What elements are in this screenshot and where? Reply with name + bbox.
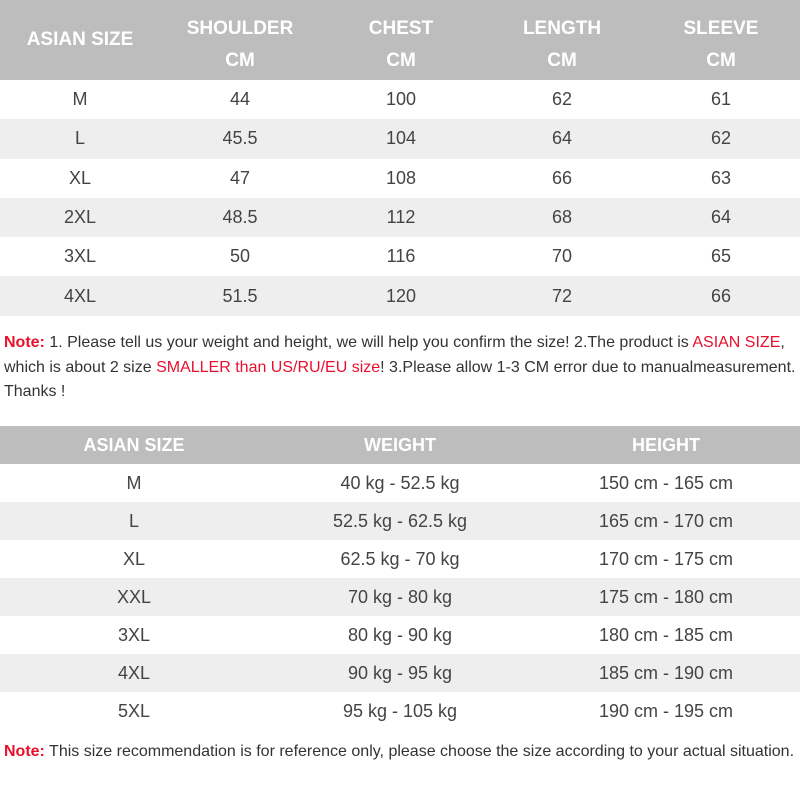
header-sleeve: SLEEVE: [642, 0, 800, 42]
table-row: [0, 464, 800, 502]
cell-length: 66: [551, 167, 573, 188]
table-row: [0, 654, 800, 692]
note-text-part1: 1. Please tell us your weight and height, we will help you confirm the size! 2.The product is: [44, 334, 693, 351]
note-text-part3: ! 3.Please allow 1-3 CM error due to manualmeasurement. Thanks !: [4, 358, 796, 400]
cell-height: 165 cm - 170 cm: [532, 502, 800, 540]
size-measurement-table: [0, 0, 800, 316]
cell-chest: 116: [386, 246, 416, 267]
header-length: LENGTH: [482, 0, 642, 42]
cell-size: 5XL: [117, 700, 151, 721]
header-asian-size: ASIAN SIZE: [0, 426, 268, 464]
cell-shoulder: 51.5: [160, 276, 320, 315]
header-length-unit: CM: [482, 42, 642, 80]
cell-weight: 90 kg - 95 kg: [268, 654, 532, 692]
cell-sleeve: 66: [642, 276, 800, 315]
cell-length: 72: [482, 276, 642, 315]
weight-height-table: [0, 426, 800, 730]
note-asian-size: ASIAN SIZE: [692, 334, 781, 351]
cell-chest: 104: [320, 119, 482, 158]
cell-size: M: [72, 89, 88, 110]
table-row: [0, 159, 800, 198]
header-height: HEIGHT: [532, 426, 800, 464]
cell-size: L: [0, 502, 268, 540]
table-row: [0, 237, 800, 276]
header-shoulder: SHOULDER: [160, 0, 320, 42]
header-sleeve-unit: CM: [642, 42, 800, 80]
cell-size: XXL: [0, 578, 268, 616]
cell-height: 180 cm - 185 cm: [598, 624, 734, 645]
table-row: [0, 540, 800, 578]
cell-size: XL: [68, 167, 92, 188]
header-shoulder-unit: CM: [160, 42, 320, 80]
cell-weight: 52.5 kg - 62.5 kg: [268, 502, 532, 540]
cell-length: 68: [482, 198, 642, 237]
cell-size: 4XL: [0, 276, 160, 315]
cell-chest: 108: [385, 167, 417, 188]
cell-size: XL: [122, 548, 146, 569]
cell-sleeve: 65: [710, 246, 732, 267]
cell-length: 64: [482, 119, 642, 158]
cell-height: 170 cm - 175 cm: [598, 548, 734, 569]
size-note: [4, 331, 796, 405]
table-row: [0, 119, 800, 158]
note-smaller-warning: SMALLER than US/RU/EU size: [156, 358, 381, 376]
table-row: [0, 198, 800, 237]
cell-size: M: [126, 472, 142, 493]
header-chest-unit: CM: [320, 42, 482, 80]
cell-height: 175 cm - 180 cm: [532, 578, 800, 616]
note-label: Note:: [4, 334, 45, 351]
cell-height: 150 cm - 165 cm: [598, 472, 734, 493]
cell-sleeve: 61: [710, 89, 732, 110]
header-weight: WEIGHT: [268, 426, 532, 464]
cell-sleeve: 62: [642, 119, 800, 158]
cell-size: L: [0, 119, 160, 158]
table-row: [0, 502, 800, 540]
weight-table-header-row: [0, 426, 800, 464]
cell-sleeve: 63: [710, 167, 732, 188]
cell-chest: 100: [385, 89, 417, 110]
cell-shoulder: 47: [229, 167, 251, 188]
cell-shoulder: 45.5: [160, 119, 320, 158]
note-text: This size recommendation is for reference only, please choose the size according to your actual situation.: [44, 743, 795, 760]
cell-shoulder: 48.5: [160, 198, 320, 237]
table-row: [0, 692, 800, 730]
cell-chest: 112: [320, 198, 482, 237]
cell-sleeve: 64: [642, 198, 800, 237]
cell-weight: 95 kg - 105 kg: [342, 700, 458, 721]
cell-weight: 70 kg - 80 kg: [268, 578, 532, 616]
cell-weight: 40 kg - 52.5 kg: [340, 472, 460, 493]
cell-length: 62: [551, 89, 573, 110]
table-row: [0, 276, 800, 315]
table-row: [0, 578, 800, 616]
header-asian-size: ASIAN SIZE: [0, 0, 160, 80]
cell-weight: 62.5 kg - 70 kg: [340, 548, 460, 569]
cell-height: 185 cm - 190 cm: [532, 654, 800, 692]
cell-size: 3XL: [63, 246, 97, 267]
cell-weight: 80 kg - 90 kg: [347, 624, 453, 645]
cell-chest: 120: [320, 276, 482, 315]
cell-length: 70: [551, 246, 573, 267]
cell-size: 3XL: [117, 624, 151, 645]
cell-size: 4XL: [0, 654, 268, 692]
cell-shoulder: 50: [229, 246, 251, 267]
note-label: Note:: [4, 743, 45, 760]
size-table-header-row: [0, 0, 800, 42]
cell-size: 2XL: [0, 198, 160, 237]
table-row: [0, 616, 800, 654]
cell-height: 190 cm - 195 cm: [598, 700, 734, 721]
note-text-part2: , which is about 2 size: [4, 334, 785, 376]
header-chest: CHEST: [320, 0, 482, 42]
recommendation-note: [4, 740, 796, 764]
table-row: [0, 80, 800, 119]
cell-shoulder: 44: [229, 89, 251, 110]
